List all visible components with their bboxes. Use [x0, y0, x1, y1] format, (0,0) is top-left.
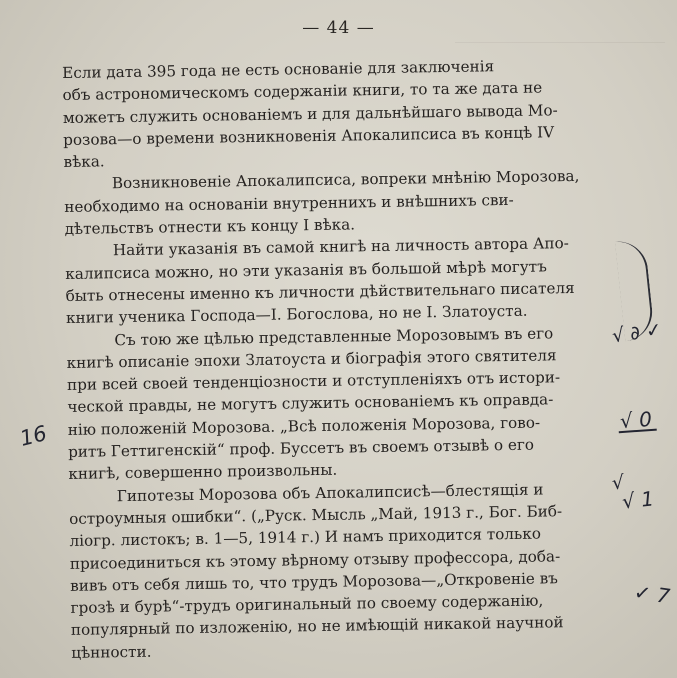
text-line: ліогр. листокъ; в. 1—5, 1914 г.) И намъ приходится только	[69, 524, 542, 551]
handwritten-note-v7: ✓ 7	[632, 579, 672, 609]
text-line: дѣтельствъ отнести къ концу I вѣка.	[64, 215, 356, 239]
text-line: Найти указанія въ самой книгѣ на личность автора Апо-	[112, 234, 569, 260]
text-line: Гипотезы Морозова объ Апокалипсисѣ—блестящія и	[116, 480, 544, 505]
text-line: вивъ отъ себя лишь то, что трудъ Морозова—„Откровеніе въ	[70, 569, 559, 595]
text-line: остроумныя ошибки“. („Руск. Мысль „Май, 1913 г., Бог. Биб-	[69, 502, 563, 528]
text-line: цѣнности.	[71, 642, 152, 662]
text-line: при всей своей тенденціозности и отступленіяхъ отъ истори-	[66, 368, 561, 395]
text-line: быть отнесены именно къ личности дѣйствительнаго писателя	[65, 278, 575, 305]
text-line: грозѣ и бурѣ“-трудъ оригинальный по своему содержанію,	[70, 591, 544, 618]
handwritten-note-16: 16	[17, 421, 50, 451]
handwritten-note-v2: √ ∂ ✓	[610, 318, 664, 348]
text-line: калипсиса можно, но эти указанія въ большой мѣрѣ могутъ	[65, 257, 547, 283]
text-line: Съ тою же цѣлью представленные Морозовымъ въ его	[114, 323, 554, 349]
text-line: можетъ служить основаніемъ и для дальнѣйшаго вывода Мо-	[62, 100, 558, 127]
body-text	[62, 53, 616, 664]
text-line: Возникновеніе Апокалипсиса, вопреки мнѣнію Морозова,	[111, 167, 580, 193]
text-line: популярный по изложенію, но не имѣющій никакой научной	[70, 613, 564, 640]
text-line: книги ученика Господа—I. Богослова, но не I. Златоуста.	[65, 301, 528, 328]
text-line: необходимо на основаніи внутреннихъ и внѣшнихъ сви-	[64, 190, 514, 216]
text-line: нію положеній Морозова. „Всѣ положенія Морозова, гово-	[67, 413, 541, 439]
handwritten-note-v1: √ 1	[620, 486, 655, 514]
text-line: Если дата 395 года не есть основаніе для заключенія	[62, 57, 495, 82]
text-line: присоединиться къ этому вѣрному отзыву профессора, доба-	[69, 546, 561, 573]
handwritten-checkmark: √	[611, 471, 625, 495]
page-number: — 44 —	[302, 18, 375, 38]
text-line: розова—о времени возникновенія Апокалипсиса въ концѣ IV	[63, 123, 555, 149]
text-line: объ астрономическомъ содержаніи книги, то та же дата не	[62, 78, 543, 105]
text-line: вѣка.	[63, 152, 105, 172]
text-line: ческой правды, не могутъ служить основаніемъ къ оправда-	[67, 390, 554, 417]
handwritten-note-v0: √ 0	[619, 406, 653, 434]
text-line: книгѣ, совершенно произвольны.	[68, 461, 338, 484]
text-line: ритъ Геттигенскій“ проф. Буссетъ въ своемъ отзывѣ о его	[67, 435, 535, 461]
text-line: книгѣ описаніе эпохи Златоуста и біографія этого святителя	[66, 346, 557, 372]
